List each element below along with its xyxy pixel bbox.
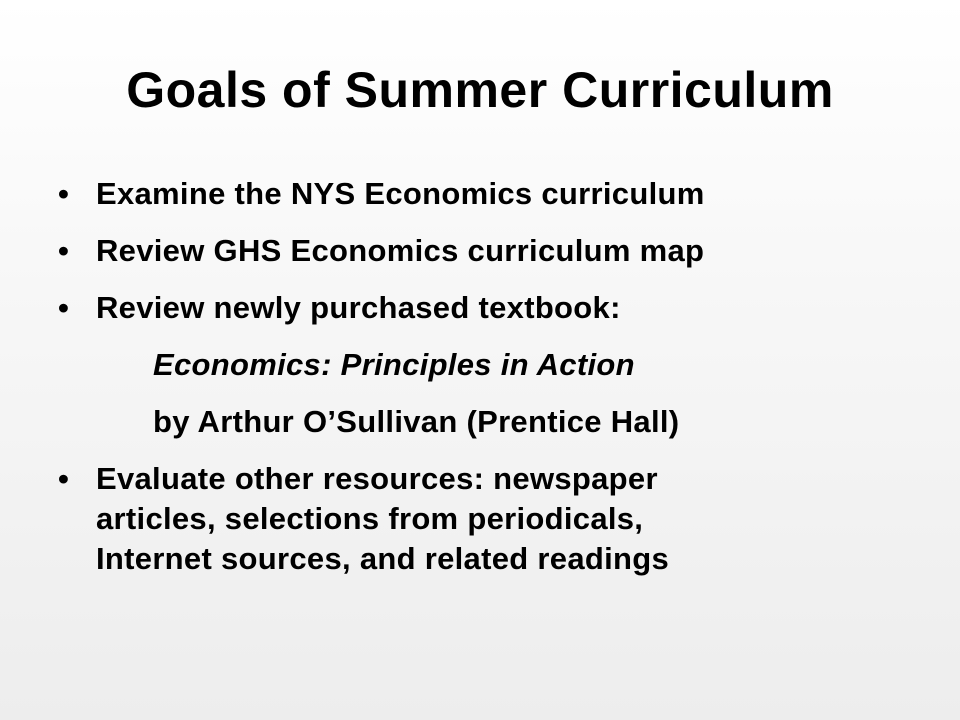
bullet-text: Review newly purchased textbook: [96, 290, 621, 325]
bullet-text-line: Internet sources, and related readings [96, 541, 670, 576]
bullet-item [58, 459, 918, 499]
bullet-text: Examine the NYS Economics curriculum [96, 176, 705, 211]
bullet-item [58, 231, 918, 271]
slide-title: Goals of Summer Curriculum [126, 62, 834, 118]
book-title: Economics: Principles in Action [153, 347, 635, 382]
bullet-item [58, 288, 918, 328]
bullet-point: • [58, 290, 70, 325]
book-author-line [58, 402, 918, 442]
bullet-text-line: Evaluate other resources: newspaper [96, 461, 658, 496]
book-title-line [58, 345, 918, 385]
bullet-continuation [58, 499, 918, 539]
bullet-text-line: articles, selections from periodicals, [96, 501, 644, 536]
bullet-continuation [58, 539, 918, 579]
book-author: by Arthur O’Sullivan (Prentice Hall) [153, 404, 680, 439]
bullet-point: • [58, 233, 70, 268]
bullet-text: Review GHS Economics curriculum map [96, 233, 705, 268]
bullet-list [58, 174, 918, 579]
bullet-point: • [58, 176, 70, 211]
bullet-item [58, 174, 918, 214]
bullet-point: • [58, 461, 70, 496]
